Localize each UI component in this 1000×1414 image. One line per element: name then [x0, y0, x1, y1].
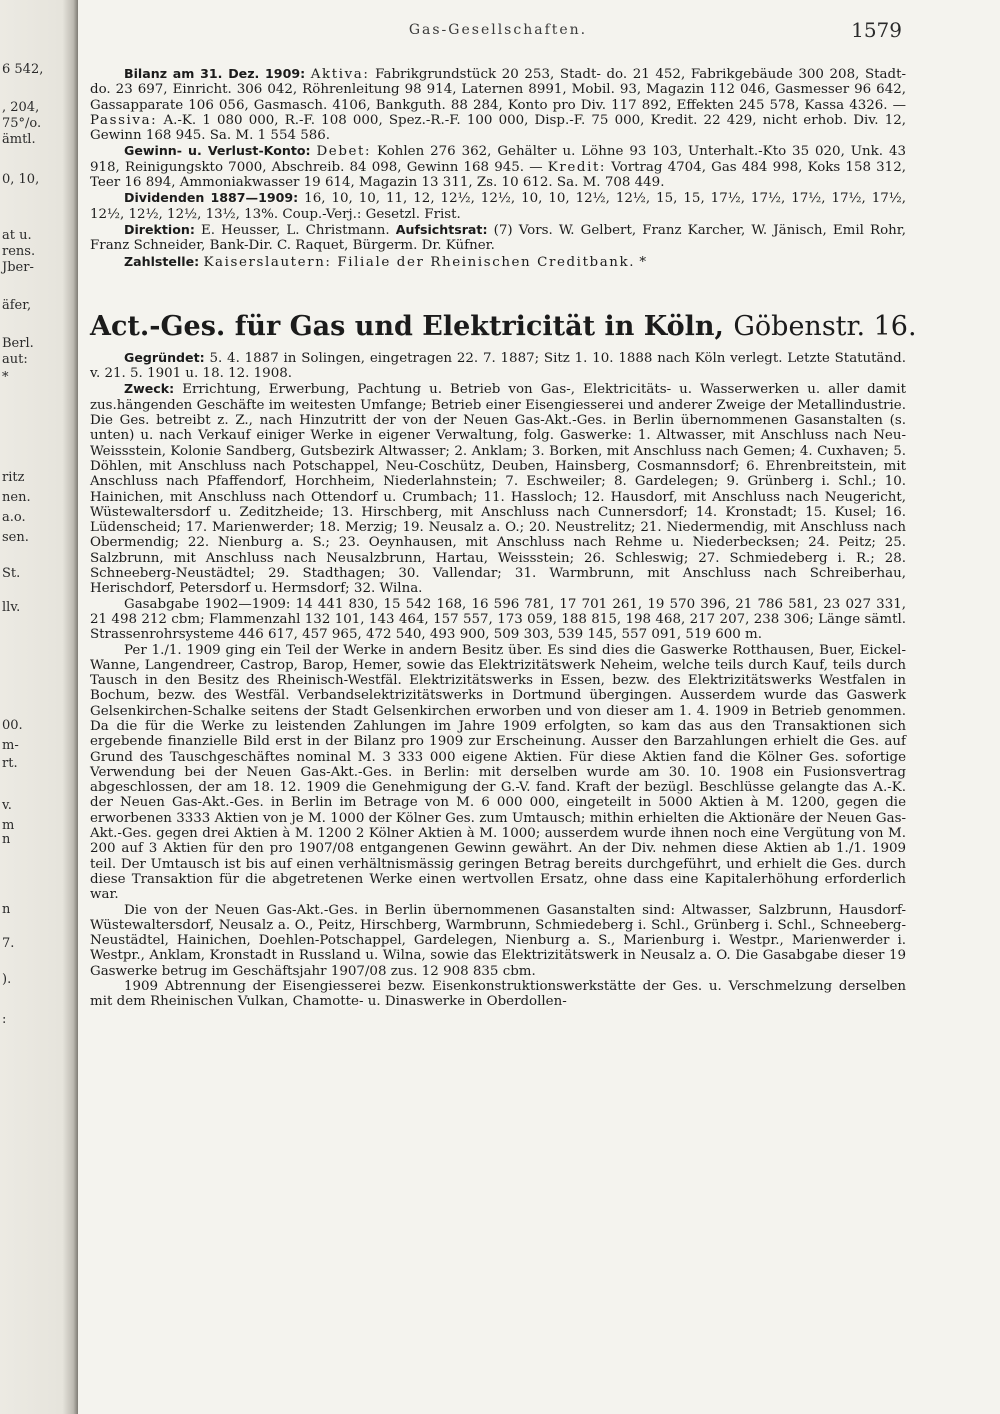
gutter-fragment: aut:	[2, 352, 28, 367]
aufsichtsrat-text: (7) Vors. W. Gelbert, Franz Karcher, W. Jänisch, Emil Rohr, Franz Schneider, Bank-Dir. C. Raquet, Bürgerm. Dr. Küfner.	[90, 222, 906, 254]
gutter-fragment: 00.	[2, 718, 23, 733]
gutter-fragment: n	[2, 832, 11, 847]
gutter-fragment: *	[2, 370, 9, 385]
gasabgabe-paragraph: Gasabgabe 1902—1909: 14 441 830, 15 542 168, 16 596 781, 17 701 261, 19 570 396, 21 786 581, 23 027 331, 21 498 212 cbm; Flammenzahl 132 101, 143 464, 157 557, 173 059, 188 815, 198 468, 217 207, 238 306; Länge sämtl. Strassenrohrsysteme 446 617, 457 965, 472 540, 493 900, 509 303, 539 145, 557 091, 519 600 m.	[90, 596, 906, 643]
gutter-fragment: n	[2, 902, 11, 917]
gutter-fragment: äfer,	[2, 298, 32, 313]
zweck-label: Zweck:	[124, 381, 175, 397]
bilanz-text: Fabrikgrundstück 20 253, Stadt- do. 21 452, Fabrikgebäude 300 208, Stadt- do. 23 697, Einricht. 306 042, Röhrenleitung 98 914, Laternen 8991, Mobil. 93, Magazin 112 046, Gasmesser 96 642, Gassapparate 106 056, Gasmasch. 4106, Bankguth. 88 284, Konto pro Div. 117 892, Effekten 245 578, Kassa 4326. —	[90, 67, 906, 113]
page-number: 1579	[851, 18, 902, 42]
kredit-label: Kredit:	[547, 159, 607, 175]
gutter-fragment: 6 542,	[2, 62, 44, 77]
previous-page-gutter	[0, 0, 78, 1414]
bilanz-paragraph	[90, 66, 906, 143]
gutter-fragment: m	[2, 818, 15, 833]
gutter-fragment: 75°/o.	[2, 116, 42, 131]
gutter-fragment: a.o.	[2, 510, 26, 525]
passiva-text: A.-K. 1 080 000, R.-F. 108 000, Spez.-R.-F. 100 000, Disp.-F. 75 000, Kredit. 22 429, nicht erhob. Div. 12, Gewinn 168 945. Sa. M. 1 554 586.	[90, 112, 906, 144]
zahlstelle-label: Zahlstelle:	[124, 253, 200, 269]
gutter-fragment: nen.	[2, 490, 31, 505]
company-address: Göbenstr. 16.	[733, 310, 917, 342]
zweck-text: Errichtung, Erwerbung, Pachtung u. Betrieb von Gas-, Elektricitäts- u. Wasserwerken u. aller damit zus.hängenden Geschäfte im weitesten Umfange; Betrieb einer Eisengiesserei und anderer Zweige der Metallindustrie. Die Ges. betreibt z. Z., nach Hinzutritt der von der Neuen Gas-Akt.-Ges. in Berlin übernommenen Gasanstalten (s. unten) u. nach Verkauf einiger Werke in eigener Verwaltung, folg. Gaswerke: 1. Altwasser, mit Anschluss nach Neu-Weissstein, Kolonie Sandberg, Gutsbezirk Altwasser; 2. Anklam; 3. Borken, mit Anschluss nach Gemen; 4. Cuxhaven; 5. Döhlen, mit Anschluss nach Potschappel, Neu-Coschütz, Deuben, Hainsberg, Cosmannsdorf; 6. Ehrenbreitstein, mit Anschluss nach Pfaffendorf, Horchheim, Niederlahnstein; 7. Eschweiler; 8. Gardelegen; 9. Grünberg i. Schl.; 10. Hainichen, mit Anschluss nach Ottendorf u. Crumbach; 11. Hassloch; 12. Hausdorf, mit Anschluss nach Neugericht, Wüstewaltersdorf u. Zeditzheide; 13. Hirschberg, mit Anschluss nach Cunnersdorf; 14. Kronstadt; 15. Kusel; 16. Lüdenscheid; 17. Marienwerder; 18. Merzig; 19. Neusalz a. O.; 20. Neustrelitz; 21. Niedermendig, mit Anschluss nach Obermendig; 22. Nienburg a. S.; 23. Oeynhausen, mit Anschluss nach Rehme u. Niederbecksen; 24. Peitz; 25. Salzbrunn, mit Anschluss nach Neusalzbrunn, Hartau, Weissstein; 26. Schleswig; 27. Schmiedeberg i. R.; 28. Schneeberg-Neustädtel; 29. Stadthagen; 30. Vallendar; 31. Warmbrunn, mit Anschluss nach Schreiberhau, Herischdorf, Petersdorf u. Hermsdorf; 32. Wilna.	[90, 382, 906, 597]
kredit-text: Vortrag 4704, Gas 484 998, Koks 158 312, Teer 16 894, Ammoniakwasser 19 614, Magazin 13 311, Zs. 10 612. Sa. M. 708 449.	[90, 159, 906, 191]
gutter-fragment: Berl.	[2, 336, 34, 351]
company-name: Act.-Ges. für Gas und Elektricität in Köln,	[90, 310, 724, 342]
gutter-fragment: :	[2, 1012, 7, 1027]
gutter-fragment: at u.	[2, 228, 32, 243]
direktion-text: E. Heusser, L. Christmann.	[201, 222, 390, 238]
gutter-fragment: llv.	[2, 600, 21, 615]
debet-label: Debet:	[316, 144, 372, 160]
guv-text: Kohlen 276 362, Gehälter u. Löhne 93 103, Unterhalt.-Kto 35 020, Unk. 43 918, Reinigungskto 7000, Abschreib. 84 098, Gewinn 168 945. —	[90, 144, 906, 175]
aktiva-label: Aktiva:	[310, 67, 370, 82]
gutter-fragment: 0, 10,	[2, 172, 40, 187]
gutter-fragment: ).	[2, 972, 12, 987]
aufsichtsrat-label: Aufsichtsrat:	[395, 221, 488, 237]
abtrennung-paragraph: 1909 Abtrennung der Eisengiesserei bezw. Eisenkonstruktionswerkstätte der Ges. u. Verschmelzung derselben mit dem Rheinischen Vulkan, Chamotte- u. Dinaswerke in Oberdollen-	[90, 979, 906, 1010]
neue-gas-paragraph: Die von der Neuen Gas-Akt.-Ges. in Berlin übernommenen Gasanstalten sind: Altwasser, Salzbrunn, Hausdorf-Wüstewaltersdorf, Neusalz a. O., Peitz, Hirschberg, Warmbrunn, Schmiedeberg i. Schl., Grünberg i. Schl., Schneeberg-Neustädtel, Hainichen, Doehlen-Potschappel, Gardelegen, Nienburg a. S., Marienburg i. Westpr., Marienwerder i. Westpr., Anklam, Kronstadt in Russland u. Wilna, sowie das Elektrizitätswerk in Neusalz a. O. Die Gasabgabe dieser 19 Gaswerke betrug im Geschäftsjahr 1907/08 zus. 12 908 835 cbm.	[90, 902, 906, 979]
zahlstelle-paragraph	[90, 254, 906, 270]
passiva-label: Passiva:	[90, 112, 158, 128]
gegruendet-paragraph	[90, 350, 906, 382]
zweck-paragraph	[90, 381, 906, 596]
gutter-fragment: Jber-	[2, 260, 34, 275]
gutter-fragment: rt.	[2, 756, 18, 771]
guv-label: Gewinn- u. Verlust-Konto:	[124, 143, 311, 159]
gutter-fragment: ritz	[2, 470, 25, 485]
running-head	[90, 18, 906, 48]
direktion-paragraph	[90, 222, 906, 254]
dividenden-label: Dividenden 1887—1909:	[124, 190, 299, 206]
gutter-fragment: rens.	[2, 244, 36, 259]
company-heading	[90, 310, 917, 344]
page-body	[90, 66, 917, 1010]
gegruendet-text: 5. 4. 1887 in Solingen, eingetragen 22. 7. 1887; Sitz 1. 10. 1888 nach Köln verlegt. Letzte Statutänd. v. 21. 5. 1901 u. 18. 12. 1908.	[90, 350, 906, 382]
zahlstelle-text: Kaiserslautern: Filiale der Rheinischen Creditbank.	[203, 254, 636, 270]
gutter-fragment: 7.	[2, 936, 15, 951]
end-mark: *	[639, 254, 647, 270]
direktion-label: Direktion:	[124, 221, 195, 237]
guv-paragraph	[90, 143, 906, 190]
transactions-1909-paragraph: Per 1./1. 1909 ging ein Teil der Werke in andern Besitz über. Es sind dies die Gaswerke Rotthausen, Buer, Eickel-Wanne, Langendreer, Castrop, Barop, Hemer, sowie das Elektrizitätswerk Neheim, welche teils durch Kauf, teils durch Tausch in den Besitz des Rheinisch-Westfäl. Elektrizitätswerks in Essen, bezw. des Elektrizitätswerks Westfalen in Bochum, bezw. des Westfäl. Verbandselektrizitätswerks in Dortmund übergingen. Ausserdem wurde das Gaswerk Gelsenkirchen-Schalke seitens der Stadt Gelsenkirchen erworben und von dieser am 1. 4. 1909 in Betrieb genommen. Da die für die Werke zu leistenden Zahlungen im Jahre 1909 erfolgten, so kam das aus den Transaktionen sich ergebende finanzielle Bild erst in der Bilanz pro 1909 zur Erscheinung. Ausser den Barzahlungen erhielt die Ges. auf Grund des Tauschgeschäftes nominal M. 3 333 000 eigene Aktien. Für diese Aktien fand die Kölner Ges. sofortige Verwendung bei der Neuen Gas-Akt.-Ges. in Berlin: mit derselben wurde am 30. 10. 1908 ein Fusionsvertrag abgeschlossen, der am 18. 12. 1909 die Genehmigung der G.-V. fand. Kraft der bezügl. Beschlüsse gelangte das A.-K. der Neuen Gas-Akt.-Ges. in Berlin im Betrage von M. 6 000 000, eingeteilt in 5000 Aktien à M. 1200, gegen die erworbenen 3333 Aktien von je M. 1000 der Kölner Ges. zum Umtausch; mithin erhielten die Aktionäre der Neuen Gas-Akt.-Ges. gegen drei Aktien à M. 1200 2 Kölner Aktien à M. 1000; ausserdem wurde ihnen noch eine Vergütung von M. 200 auf 3 Aktien für den pro 1907/08 entgangenen Gewinn gewährt. An der Div. nehmen diese Aktien ab 1./1. 1909 teil. Der Umtausch ist bis auf einen verhältnismässig geringen Betrag bereits durchgeführt, und erhielt die Ges. durch diese Transaktion für die abgetretenen Werke einen wertvollen Ersatz, ohne dass eine Kapitalerhöhung erforderlich war.	[90, 642, 906, 903]
running-head-title: Gas-Gesellschaften.	[408, 22, 588, 38]
gegruendet-label: Gegründet:	[124, 349, 205, 365]
gutter-fragment: , 204,	[2, 100, 40, 115]
gutter-fragment: m-	[2, 738, 19, 753]
bilanz-label: Bilanz am 31. Dez. 1909:	[124, 66, 306, 81]
gutter-fragment: St.	[2, 566, 21, 581]
dividenden-text: 16, 10, 10, 11, 12, 12½, 12½, 10, 10, 12½, 12½, 15, 15, 17½, 17½, 17½, 17½, 17½, 12½, 12½, 12½, 13½, 13%. Coup.-Verj.: Gesetzl. Frist.	[90, 191, 906, 222]
gutter-fragment: sen.	[2, 530, 29, 545]
gutter-fragment: ämtl.	[2, 132, 36, 147]
gutter-fragment: v.	[2, 798, 12, 813]
dividenden-paragraph	[90, 190, 906, 222]
